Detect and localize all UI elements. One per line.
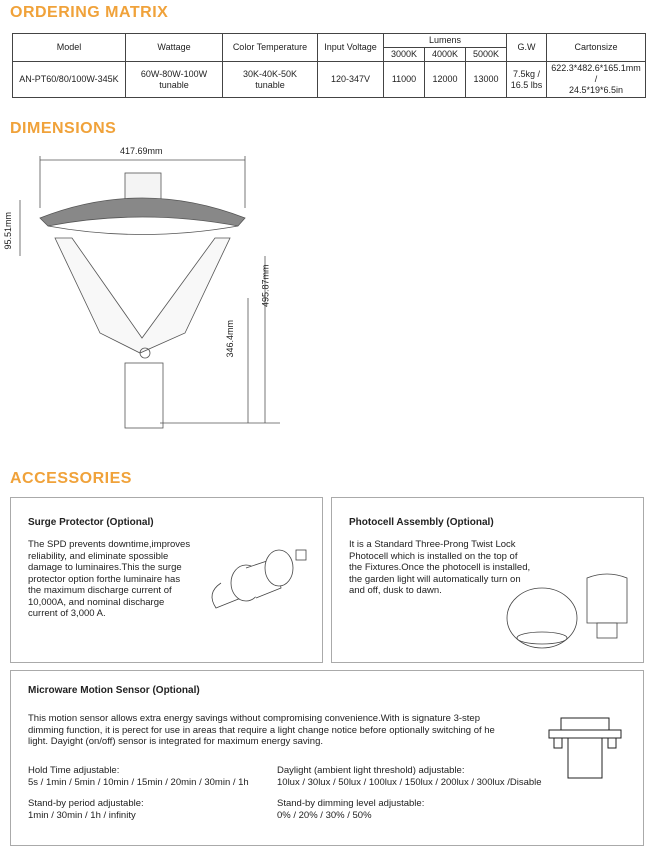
header-3000k: 3000K [384, 48, 425, 62]
motion-sensor-card [10, 670, 644, 846]
table-row [13, 62, 646, 98]
motion-description [28, 713, 495, 748]
line: damage to luminaires.This the surge [28, 562, 182, 573]
header-model: Model [13, 34, 126, 62]
hold-values: 5s / 1min / 5min / 10min / 15min / 20min / 30min / 1h [28, 776, 249, 788]
gw-line-2: 16.5 lbs [510, 79, 543, 90]
header-wattage: Wattage [126, 34, 223, 62]
cell-wattage [126, 62, 223, 98]
line: It is a Standard Three-Prong Twist Lock [349, 539, 516, 550]
wattage-line-2: tunable [159, 79, 189, 90]
line: the maximum discharge current of [28, 585, 172, 596]
header-5000k: 5000K [466, 48, 507, 62]
cell-voltage: 120-347V [318, 62, 384, 98]
hold-time [28, 765, 249, 788]
dim-head-height: 95.51mm [3, 211, 14, 250]
dimensions-title: DIMENSIONS [10, 120, 117, 137]
surge-protector-image [201, 538, 311, 613]
standby-values: 1min / 30min / 1h / infinity [28, 809, 136, 821]
header-color-temp: Color Temperature [223, 34, 318, 62]
daylight-values: 10lux / 30lux / 50lux / 100lux / 150lux / 200lux / 300lux /Disable [277, 776, 542, 788]
line: the Fixtures.Once the photocell is installed, [349, 562, 531, 573]
header-lumens: Lumens [384, 34, 507, 48]
luminaire-dimension-drawing [0, 138, 300, 433]
gw-line-1: 7.5kg / [512, 68, 541, 79]
line: light. Dayight (on/off) sensor is integrated for maximum energy saving. [28, 736, 323, 747]
line: protector option forthe luminaire has [28, 573, 181, 585]
header-carton: Cartonsize [547, 34, 646, 62]
motion-title: Microware Motion Sensor (Optional) [28, 685, 200, 696]
header-gw: G.W [507, 34, 547, 62]
ordering-matrix-title: ORDERING MATRIX [10, 4, 169, 21]
carton-line-1: 622.3*482.6*165.1mm / [551, 63, 641, 84]
dimming-values: 0% / 20% / 30% / 50% [277, 809, 372, 821]
cell-5000k: 13000 [466, 62, 507, 98]
line: dimming function, it is perect for use in areas that require a light change notice before optionally switching of he [28, 724, 495, 736]
ordering-table [12, 33, 646, 98]
photocell-card [331, 497, 644, 663]
line: reliability, and eliminate spossible [28, 550, 169, 562]
dim-total-height: 495.87mm [260, 264, 271, 308]
motion-sensor-image [546, 716, 636, 786]
photocell-image [502, 568, 642, 658]
line: The SPD prevents downtime,improves [28, 539, 191, 550]
line: This motion sensor allows extra energy savings without compromising convenience.With is signature 3-step [28, 713, 480, 724]
cell-carton [547, 62, 646, 98]
surge-title: Surge Protector (Optional) [28, 517, 154, 528]
carton-line-2: 24.5*19*6.5in [568, 85, 624, 95]
cell-model: AN-PT60/80/100W-345K [13, 62, 126, 98]
cell-gw [507, 62, 547, 98]
cell-3000k: 11000 [384, 62, 425, 98]
daylight-label: Daylight (ambient light threshold) adjustable: [277, 765, 465, 776]
line: and off, dusk to dawn. [349, 585, 442, 596]
header-input-voltage: Input Voltage [318, 34, 384, 62]
hold-label: Hold Time adjustable: [28, 765, 120, 776]
cell-4000k: 12000 [425, 62, 466, 98]
color-line-1: 30K-40K-50K [242, 68, 298, 79]
line: current of 3,000 A. [28, 608, 106, 619]
surge-protector-card [10, 497, 323, 663]
dimming-level [277, 798, 424, 821]
color-line-2: tunable [255, 79, 285, 90]
daylight-threshold [277, 765, 542, 788]
line: the garden light will automatically turn on [349, 573, 521, 585]
accessories-title: ACCESSORIES [10, 470, 132, 487]
dim-width: 417.69mm [120, 146, 163, 156]
standby-period [28, 798, 144, 821]
cell-color [223, 62, 318, 98]
dimming-label: Stand-by dimming level adjustable: [277, 798, 425, 809]
surge-description [28, 539, 190, 620]
line: 10,000A, and nominal discharge [28, 596, 165, 608]
standby-label: Stand-by period adjustable: [28, 798, 144, 809]
dim-arm-height: 346.4mm [225, 319, 236, 358]
line: Photocell which is installed on the top of [349, 550, 518, 562]
photocell-title: Photocell Assembly (Optional) [349, 517, 494, 528]
header-4000k: 4000K [425, 48, 466, 62]
wattage-line-1: 60W-80W-100W [140, 68, 208, 79]
